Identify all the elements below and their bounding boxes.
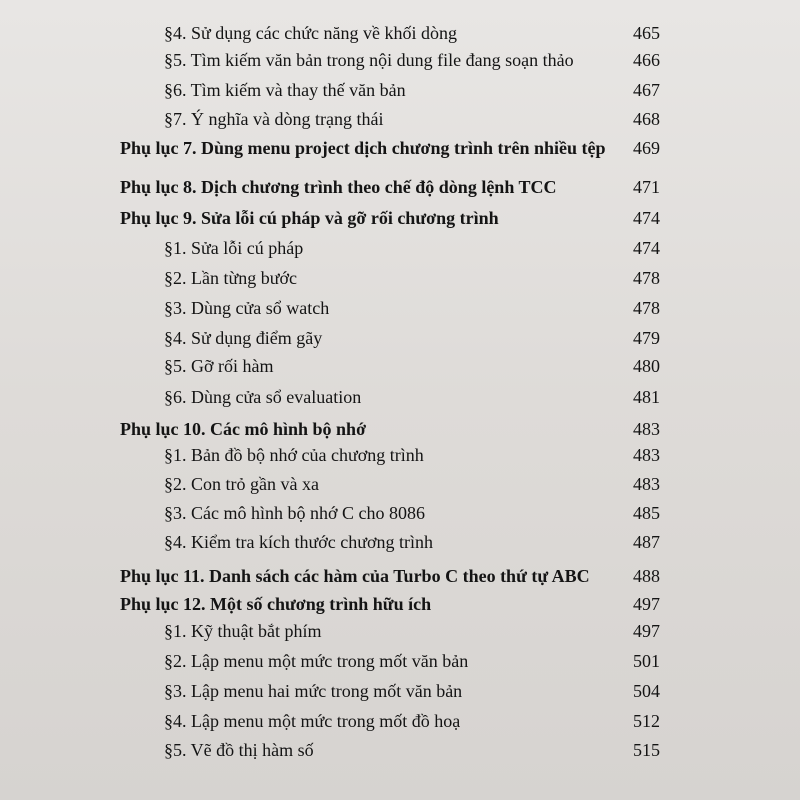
- entry-page: 479: [633, 328, 660, 348]
- toc-entry: [0, 233, 800, 263]
- toc-entry: [0, 45, 800, 75]
- entry-title: Phụ lục 10. Các mô hình bộ nhớ: [120, 419, 367, 439]
- entry-title: §3. Lập menu hai mức trong mốt văn bản: [164, 681, 463, 701]
- entry-page: 483: [633, 419, 660, 439]
- toc-entry: [0, 469, 800, 499]
- toc-entry: [0, 589, 800, 619]
- entry-page: 483: [633, 445, 660, 465]
- entry-title: §2. Lần từng bước: [164, 268, 298, 288]
- entry-title: §4. Lập menu một mức trong mốt đồ hoạ: [164, 711, 461, 731]
- toc-entry: [0, 440, 800, 470]
- entry-page: 478: [633, 298, 660, 318]
- toc-entry: [0, 293, 800, 323]
- entry-title: §6. Tìm kiếm và thay thế văn bản: [164, 80, 406, 100]
- toc-entry: [0, 646, 800, 676]
- entry-page: 468: [633, 109, 660, 129]
- toc-entry: [0, 351, 800, 381]
- entry-page: 480: [633, 356, 660, 376]
- entry-page: 497: [633, 594, 660, 614]
- entry-title: §5. Gỡ rối hàm: [164, 356, 274, 376]
- entry-title: §3. Các mô hình bộ nhớ C cho 8086: [164, 503, 425, 523]
- entry-title: §2. Lập menu một mức trong mốt văn bản: [164, 651, 469, 671]
- entry-page: 515: [633, 740, 660, 760]
- entry-page: 483: [633, 474, 660, 494]
- toc-entry: [0, 172, 800, 202]
- entry-page: 467: [633, 80, 660, 100]
- entry-title: Phụ lục 8. Dịch chương trình theo chế độ dòng lệnh TCC: [120, 177, 557, 197]
- entry-page: 469: [633, 138, 660, 158]
- entry-title: §4. Kiểm tra kích thước chương trình: [164, 532, 433, 552]
- entry-page: 497: [633, 621, 660, 641]
- toc-entry: [0, 263, 800, 293]
- entry-title: Phụ lục 11. Danh sách các hàm của Turbo C theo thứ tự ABC: [120, 566, 590, 586]
- entry-title: §1. Bản đồ bộ nhớ của chương trình: [164, 445, 424, 465]
- entry-title: §6. Dùng cửa sổ evaluation: [164, 387, 362, 407]
- toc-entry: [0, 104, 800, 134]
- toc-entry: [0, 75, 800, 105]
- toc-entry: [0, 18, 800, 48]
- entry-page: 474: [633, 208, 660, 228]
- entry-page: 474: [633, 238, 660, 258]
- entry-page: 466: [633, 50, 660, 70]
- entry-page: 465: [633, 23, 660, 43]
- toc-entry: [0, 616, 800, 646]
- entry-title: §7. Ý nghĩa và dòng trạng thái: [164, 109, 384, 129]
- entry-title: §1. Sửa lỗi cú pháp: [164, 238, 304, 258]
- entry-page: 487: [633, 532, 660, 552]
- entry-title: Phụ lục 12. Một số chương trình hữu ích: [120, 594, 432, 614]
- entry-title: Phụ lục 7. Dùng menu project dịch chương trình trên nhiều tệp: [120, 138, 606, 158]
- entry-title: §3. Dùng cửa sổ watch: [164, 298, 330, 318]
- entry-page: 488: [633, 566, 660, 586]
- toc-entry: [0, 498, 800, 528]
- entry-title: §5. Vẽ đồ thị hàm số: [164, 740, 314, 760]
- toc-entry: [0, 323, 800, 353]
- entry-page: 501: [633, 651, 660, 671]
- toc-entry: [0, 735, 800, 765]
- toc-entry: [0, 382, 800, 412]
- toc-entry: [0, 561, 800, 591]
- entry-page: 481: [633, 387, 660, 407]
- entry-title: §2. Con trỏ gần và xa: [164, 474, 319, 494]
- entry-page: 512: [633, 711, 660, 731]
- toc-entry: [0, 676, 800, 706]
- entry-title: §5. Tìm kiếm văn bản trong nội dung file đang soạn thảo: [164, 50, 574, 70]
- entry-page: 471: [633, 177, 660, 197]
- toc-entry: [0, 203, 800, 233]
- toc-entry: [0, 527, 800, 557]
- entry-title: §4. Sử dụng điểm gãy: [164, 328, 323, 348]
- entry-page: 504: [633, 681, 660, 701]
- entry-title: Phụ lục 9. Sửa lỗi cú pháp và gỡ rối chương trình: [120, 208, 499, 228]
- entry-title: §1. Kỹ thuật bắt phím: [164, 621, 322, 641]
- entry-title: §4. Sử dụng các chức năng về khối dòng: [164, 23, 457, 43]
- entry-page: 478: [633, 268, 660, 288]
- toc-entry: [0, 133, 800, 163]
- toc-entry: [0, 706, 800, 736]
- entry-page: 485: [633, 503, 660, 523]
